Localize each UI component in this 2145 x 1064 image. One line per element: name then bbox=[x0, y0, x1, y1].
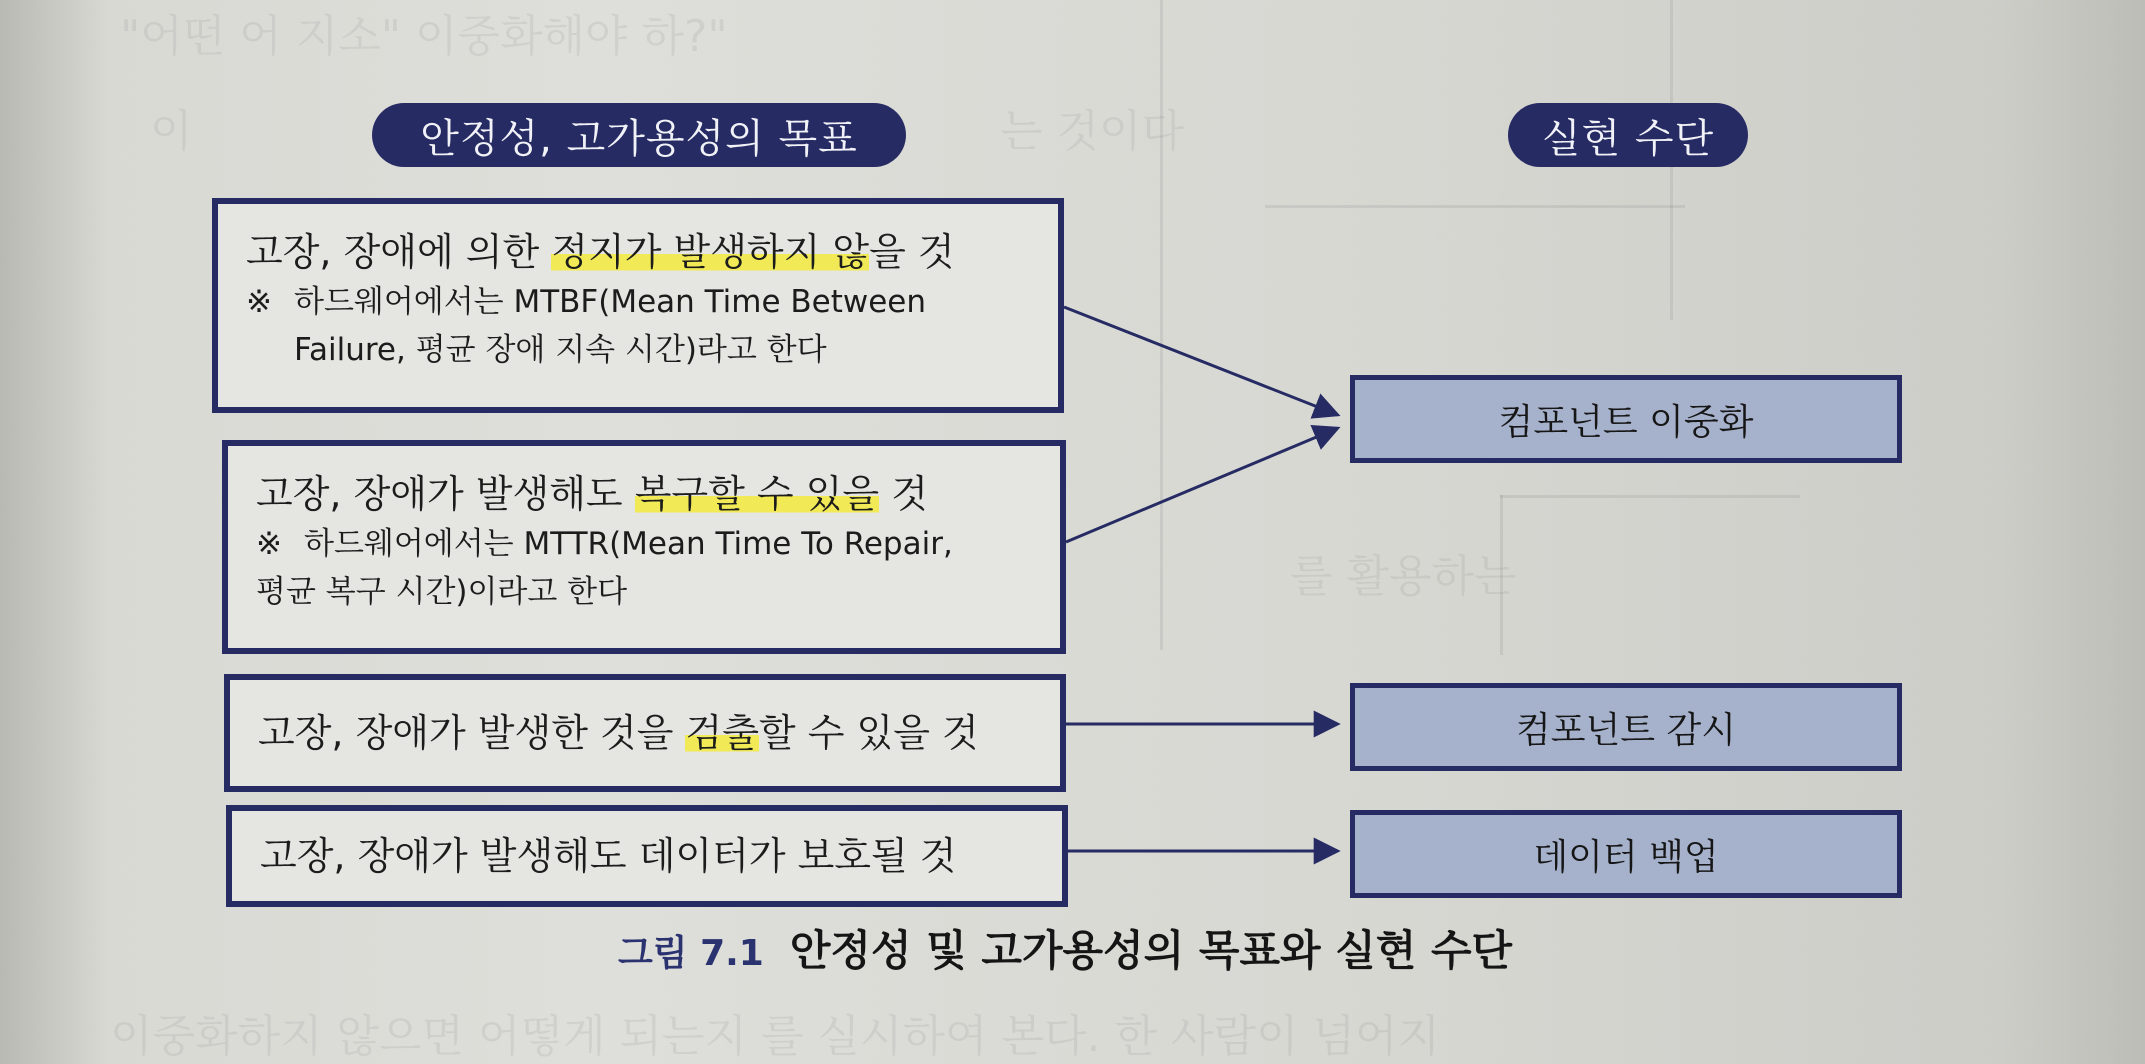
means-label: 컴포넌트 감시 bbox=[1515, 709, 1737, 751]
highlight: 복구할 수 있을 bbox=[634, 472, 880, 516]
means-header-label: 실현 수단 bbox=[1541, 115, 1715, 162]
goal-main-text: 고장, 장애에 의한 정지가 발생하지 않을 것 bbox=[246, 230, 955, 274]
means-label: 데이터 백업 bbox=[1533, 836, 1719, 878]
note-line: 하드웨어에서는 MTTR(Mean Time To Repair, bbox=[304, 526, 953, 562]
note-line: 하드웨어에서는 MTBF(Mean Time Between bbox=[294, 284, 927, 320]
figure-caption bbox=[618, 918, 1512, 978]
highlight: 검출 bbox=[685, 711, 759, 755]
arrow-goal1-to-redundancy bbox=[1064, 307, 1338, 415]
goal-main-text: 고장, 장애가 발생해도 데이터가 보호될 것 bbox=[260, 834, 957, 878]
note-line: Failure, 평균 장애 지속 시간)라고 한다 bbox=[294, 332, 827, 368]
note-line: 평균 복구 시간)이라고 한다 bbox=[256, 574, 628, 610]
note-mark: ※ bbox=[246, 284, 272, 320]
goal-main-text: 고장, 장애가 발생해도 복구할 수 있을 것 bbox=[256, 472, 928, 516]
figure-number: 그림 7.1 bbox=[618, 933, 764, 974]
goal-main-text: 고장, 장애가 발생한 것을 검출할 수 있을 것 bbox=[258, 711, 979, 755]
arrow-goal2-to-redundancy bbox=[1066, 428, 1338, 542]
means-label: 컴포넌트 이중화 bbox=[1498, 401, 1754, 443]
highlight: 정지가 발생하지 않 bbox=[551, 230, 870, 274]
note-mark: ※ bbox=[256, 526, 282, 562]
figure-title: 안정성 및 고가용성의 목표와 실현 수단 bbox=[789, 926, 1513, 975]
goals-header-label: 안정성, 고가용성의 목표 bbox=[420, 115, 858, 162]
